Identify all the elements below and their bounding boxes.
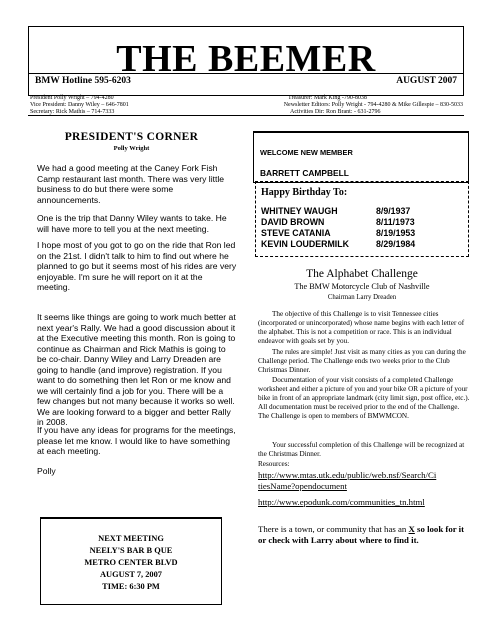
- issue-month: AUGUST 2007: [396, 76, 457, 86]
- officer-editors: Newsletter Editors: Polly Wright - 794-4280 & Mike Gillespie – 830-5033: [283, 102, 463, 108]
- resource-link-epodunk[interactable]: http://www.epodunk.com/communities_tn.html: [258, 497, 425, 507]
- officer-vice-president: Vice President: Danny Wiley – 646-7801: [30, 102, 129, 108]
- alphabet-challenge-subheading: The BMW Motorcycle Club of Nashville: [294, 282, 430, 291]
- presidents-corner-paragraph: We had a good meeting at the Caney Fork Fish Camp restaurant last month. There was very little business to do but there were some announcements.: [37, 163, 225, 205]
- presidents-corner-paragraph: I hope most of you got to go on the ride that Ron led on the 21st. I didn't talk to him to find out where he planned to go but it seems most of his rides are very enjoyable. I'm sure he will report on it at the meeting.: [37, 240, 237, 292]
- header-divider: [28, 115, 464, 116]
- officer-treasurer: Treasurer: Mark King -790-8038: [288, 95, 367, 101]
- alphabet-challenge-heading: The Alphabet Challenge: [306, 268, 418, 280]
- resource-link-mtas[interactable]: [258, 470, 436, 480]
- welcome-box: [253, 131, 469, 183]
- closing-bold-text: so look for it or check with Larry about where to find it.: [258, 524, 465, 545]
- presidents-corner-paragraph: It seems like things are going to work much better at next year's Rally. We had a good discussion about it at the Executive meeting this month. Ron is going to continue as Chairman and Rick Mathis is going to be co-chair. Danny Wiley and Larry Dreaden are going to handle (and improve) registration. If you want to do something then let Ron or me know and we will certainly find a job for you. There will be a few changes but not many because it works so well. We are looking forward to a bigger and better Rally in 2008.: [37, 312, 236, 427]
- next-meeting-time: TIME: 6:30 PM: [102, 582, 160, 591]
- next-meeting-box: [40, 517, 222, 605]
- birthday-heading: Happy Birthday To:: [261, 187, 348, 198]
- birthday-date: 8/29/1984: [376, 239, 416, 249]
- birthday-name: WHITNEY WAUGH: [261, 206, 338, 216]
- alphabet-challenge-paragraph: Your successful completion of this Challenge will be recognized at the Christmas Dinner.: [258, 441, 465, 459]
- birthday-date: 8/11/1973: [376, 217, 415, 227]
- alphabet-challenge-chairman: Chairman Larry Dreaden: [327, 294, 397, 301]
- officer-president: President Polly Wright – 794-4280: [30, 95, 114, 101]
- next-meeting-location: METRO CENTER BLVD: [84, 558, 178, 567]
- alphabet-challenge-paragraph: The rules are simple! Just visit as many cities as you can during the Challenge period. The Challenge ends two weeks prior to the Club Christmas Dinner.: [258, 348, 466, 375]
- presidents-corner-paragraph: One is the trip that Danny Wiley wants to take. He will have more to tell you at the next meeting.: [37, 213, 227, 234]
- alphabet-challenge-closing: [258, 524, 470, 546]
- closing-mark: X: [408, 524, 415, 534]
- birthday-entry: [261, 206, 411, 217]
- birthday-name: DAVID BROWN: [261, 217, 325, 227]
- birthday-entry: [261, 239, 416, 250]
- birthday-date: 8/9/1937: [376, 206, 411, 216]
- welcome-heading: WELCOME NEW MEMBER: [260, 148, 353, 157]
- birthday-entry: [261, 217, 415, 228]
- alphabet-challenge-paragraph: The objective of this Challenge is to visit Tennessee cities (incorporated or unincorporated) whose name begins with each letter of the alphabet. This is not a competition or race. This is an individual endeavor with goals set by you.: [258, 310, 465, 346]
- officer-activities: Activities Dir: Ron Brant: - 631-2796: [290, 109, 381, 115]
- newsletter-title: THE BEEMER: [116, 38, 376, 80]
- birthday-name: STEVE CATANIA: [261, 228, 331, 238]
- hotline-bar: [29, 73, 463, 94]
- resource-link-mtas-part2: tiesName?opendocument: [258, 481, 347, 491]
- alphabet-challenge-resources-label: Resources:: [258, 460, 290, 468]
- presidents-corner-paragraph: If you have any ideas for programs for the meetings, please let me know. I would like to have something at each meeting.: [37, 425, 236, 456]
- next-meeting-venue: NEELY'S BAR B QUE: [89, 546, 173, 555]
- masthead: [28, 26, 464, 96]
- presidents-corner-signature: Polly: [37, 466, 56, 476]
- birthday-name: KEVIN LOUDERMILK: [261, 239, 349, 249]
- birthday-date: 8/19/1953: [376, 228, 416, 238]
- officer-secretary: Secretary: Rick Mathis – 714-7333: [30, 109, 115, 115]
- presidents-corner-heading: PRESIDENT'S CORNER: [64, 131, 199, 143]
- next-meeting-date: AUGUST 7, 2007: [100, 570, 162, 579]
- new-member-name: BARRETT CAMPBELL: [260, 168, 349, 178]
- next-meeting-heading: NEXT MEETING: [98, 534, 164, 543]
- birthday-entry: [261, 228, 416, 239]
- resource-link-mtas-continued[interactable]: [258, 481, 347, 491]
- closing-text: There is a town, or community that has an: [258, 524, 409, 534]
- presidents-corner-byline: Polly Wright: [113, 145, 150, 152]
- hotline: BMW Hotline 595-6203: [35, 76, 131, 86]
- resource-link-mtas-part1: http://www.mtas.utk.edu/public/web.nsf/Search/Ci: [258, 470, 437, 480]
- birthday-box: [255, 181, 469, 257]
- alphabet-challenge-paragraph: Documentation of your visit consists of a completed Challenge worksheet and either a picture of you and your bike OR a picture of your bike in front of an appropriate landmark (city limit sign, post office, etc.). All documentation must be received prior to the end of the Challenge. The Challenge is open to members of BMWMCON.: [258, 376, 470, 421]
